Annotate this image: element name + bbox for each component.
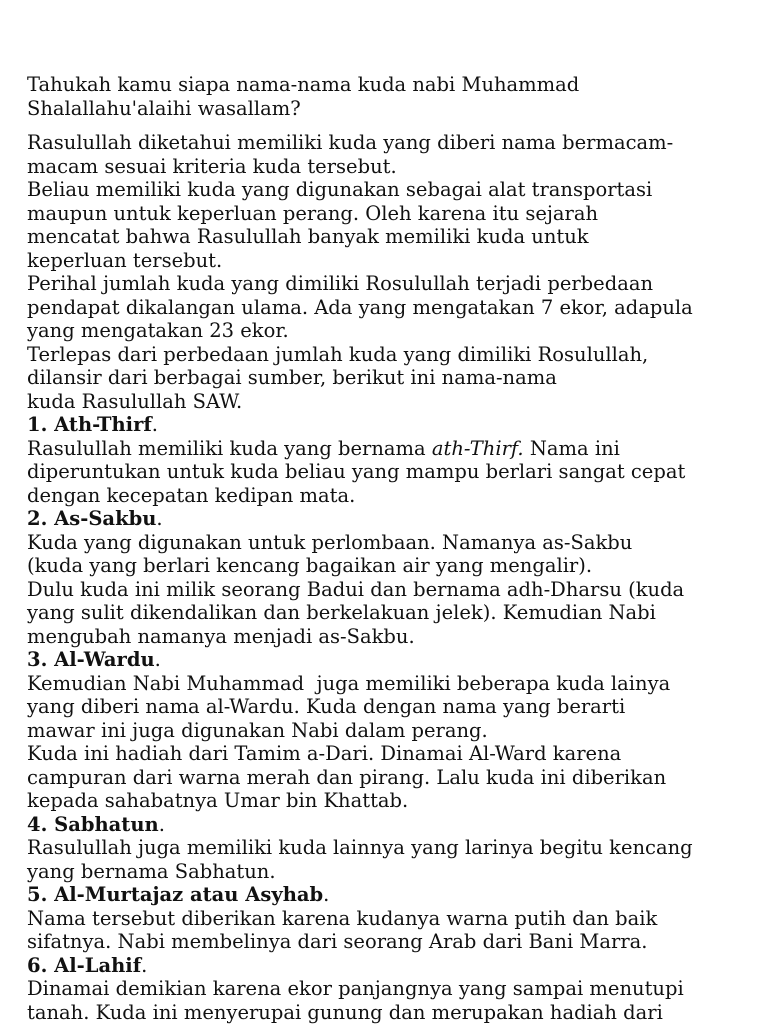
horse-description-line [27,977,757,1001]
horse-description-line [27,484,757,508]
description-text: yang sulit dikendalikan dan berkelakuan jelek). Kemudian Nabi [27,601,656,624]
horse-heading-period: . [156,507,163,530]
paragraph-line: yang mengatakan 23 ekor. [27,319,289,342]
description-text: yang diberi nama al-Wardu. Kuda dengan nama yang berarti [27,695,626,718]
paragraph-line: Rasulullah diketahui memiliki kuda yang diberi nama bermacam- [27,131,674,154]
intro-line: Shalallahu'alaihi wasallam? [27,96,301,120]
description-text: Kuda yang digunakan untuk perlombaan. Namanya as-Sakbu [27,530,633,554]
paragraph-line: mencatat bahwa Rasulullah banyak memiliki kuda untuk [27,225,589,248]
horse-heading-title: 1. Ath-Thirf [27,413,152,436]
horse-description-line [27,578,757,602]
horse-description-line [27,1001,757,1024]
horse-section [27,413,757,507]
description-text: mengubah namanya menjadi as-Sakbu. [27,624,415,648]
horse-description-line [27,695,757,719]
description-text: dengan kecepatan kedipan mata. [27,483,356,507]
horse-description-line [27,766,757,790]
horse-heading-period: . [158,812,165,836]
description-text: Rasulullah memiliki kuda yang bernama [27,436,432,460]
horse-heading [27,883,757,907]
paragraph-gap [27,120,757,131]
description-text: sifatnya. Nabi membelinya dari seorang Arab dari Bani Marra. [27,930,648,953]
description-text: mawar ini juga digunakan Nabi dalam perang. [27,718,488,742]
description-text: Rasulullah juga memiliki kuda lainnya yang larinya begitu kencang [27,836,693,859]
horse-description-line [27,460,757,484]
description-text: Dulu kuda ini milik seorang Badui dan bernama adh-Dharsu (kuda [27,577,685,601]
horse-description-line [27,742,757,766]
description-text: tanah. Kuda ini menyerupai gunung dan merupakan hadiah dari [27,1000,663,1024]
description-text: (kuda yang berlari kencang bagaikan air yang mengalir). [27,554,593,577]
horse-description-line [27,789,757,813]
horse-heading [27,954,757,978]
horse-heading [27,648,757,672]
horse-heading-period: . [141,953,148,977]
horse-heading-title: 2. As-Sakbu [27,507,157,530]
horse-description-line [27,437,757,461]
description-text: yang bernama Sabhatun. [27,859,276,883]
horse-heading-period: . [323,883,330,906]
description-text: Nama ini [523,436,620,460]
description-text: campuran dari warna merah dan pirang. Lalu kuda ini diberikan [27,765,667,789]
horse-heading-title: 4. Sabhatun [27,812,159,836]
horse-section [27,883,757,954]
horse-description-line [27,625,757,649]
paragraph-line: dilansir dari berbagai sumber, berikut ini nama-nama [27,366,557,389]
description-text: Dinamai demikian karena ekor panjangnya yang sampai menutupi [27,977,684,1000]
paragraph-line: pendapat dikalangan ulama. Ada yang mengatakan 7 ekor, adapula [27,295,693,319]
paragraph-line: maupun untuk keperluan perang. Oleh karena itu sejarah [27,201,599,225]
paragraph-line: macam sesuai kriteria kuda tersebut. [27,154,397,178]
description-text: diperuntukan untuk kuda beliau yang mampu berlari sangat cepat [27,460,686,483]
description-text: Kemudian Nabi Muhammad juga memiliki beberapa kuda lainya [27,671,671,695]
horse-heading-title: 5. Al-Murtajaz atau Asyhab [27,883,324,906]
horse-heading-period: . [154,648,161,671]
italic-horse-name: ath-Thirf. [431,436,524,460]
horse-description-line [27,601,757,625]
horse-heading [27,507,757,531]
horse-description-line [27,672,757,696]
description-text: Kuda ini hadiah dari Tamim a-Dari. Dinamai Al-Ward karena [27,742,622,765]
horse-description-line [27,907,757,931]
horse-description-line [27,930,757,954]
document-page [27,73,757,1024]
horse-section [27,648,757,813]
horse-heading [27,413,757,437]
horse-section [27,954,757,1024]
horse-heading-period: . [151,413,158,436]
horse-section [27,813,757,884]
horse-description-line [27,554,757,578]
paragraph-line: Perihal jumlah kuda yang dimiliki Rosulullah terjadi perbedaan [27,272,653,295]
horse-description-line [27,531,757,555]
paragraph-line: keperluan tersebut. [27,248,223,272]
horse-description-line [27,836,757,860]
intro-line: Tahukah kamu siapa nama-nama kuda nabi Muhammad [27,73,580,96]
horse-section [27,507,757,648]
horse-heading [27,813,757,837]
horse-heading-title: 3. Al-Wardu [27,648,155,671]
horse-description-line [27,719,757,743]
horse-heading-title: 6. Al-Lahif [27,953,142,977]
description-text: Nama tersebut diberikan karena kudanya warna putih dan baik [27,906,658,930]
paragraph-line: kuda Rasulullah SAW. [27,389,243,413]
description-text: kepada sahabatnya Umar bin Khattab. [27,789,409,812]
paragraph-line: Terlepas dari perbedaan jumlah kuda yang dimiliki Rosulullah, [27,342,649,366]
horse-description-line [27,860,757,884]
horse-list [27,413,757,1024]
intro-paragraph [27,131,757,413]
paragraph-line: Beliau memiliki kuda yang digunakan sebagai alat transportasi [27,178,653,201]
